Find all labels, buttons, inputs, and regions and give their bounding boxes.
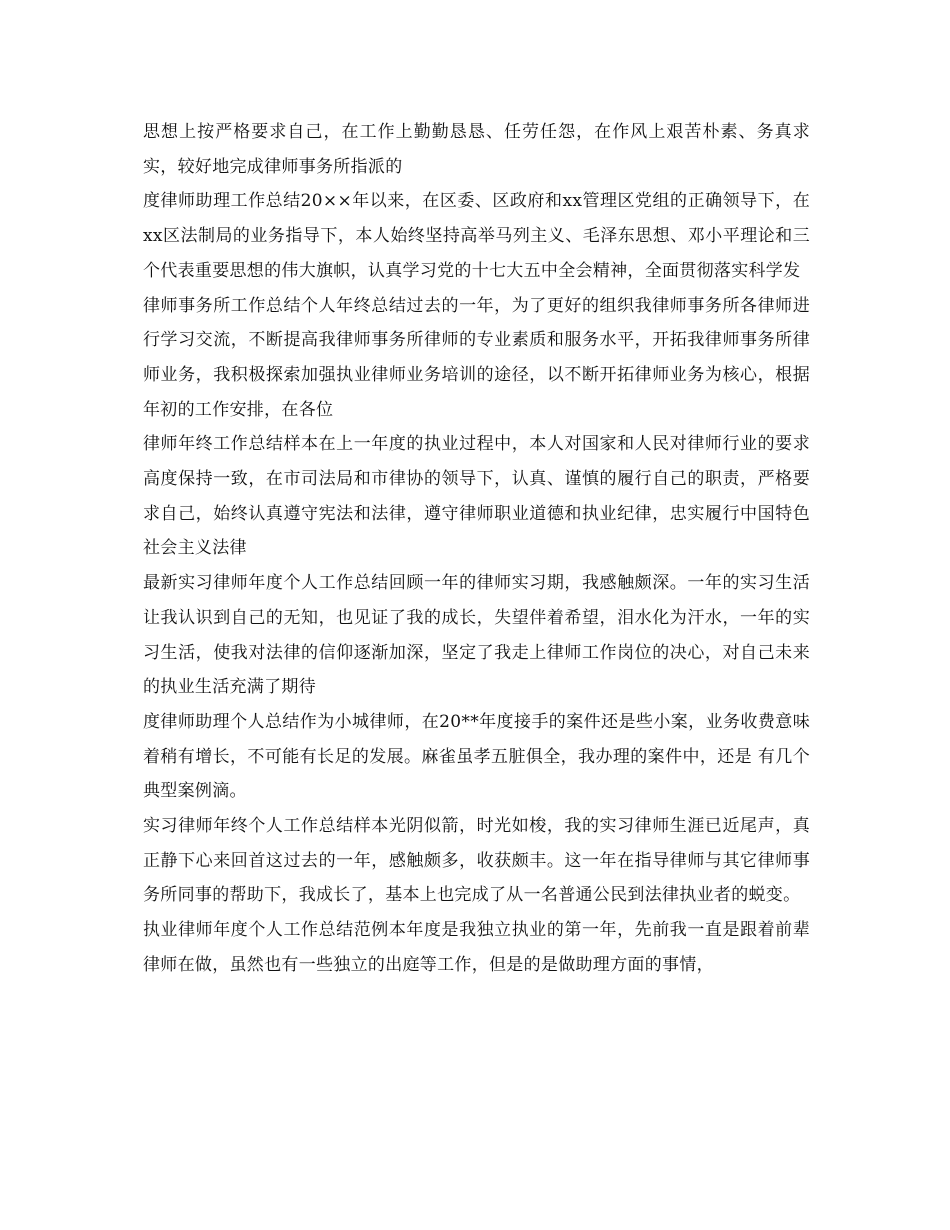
paragraph-1: 思想上按严格要求自己，在工作上勤勤恳恳、任劳任怨，在作风上艰苦朴素、务真求实，较好地完成律师事务所指派的	[143, 122, 810, 177]
paragraph-2: 度律师助理工作总结20××年以来，在区委、区政府和xx管理区党组的正确领导下，在xx区法制局的业务指导下，本人始终坚持高举马列主义、毛泽东思想、邓小平理论和三个代表重要思想的伟大旗帜，认真学习党的十七大五中全会精神，全面贯彻落实科学发	[143, 191, 810, 281]
paragraph-8: 执业律师年度个人工作总结范例本年度是我独立执业的第一年，先前我一直是跟着前辈律师在做，虽然也有一些独立的出庭等工作，但是的是做助理方面的事情，	[143, 920, 810, 975]
paragraph-4: 律师年终工作总结样本在上一年度的执业过程中，本人对国家和人民对律师行业的要求高度保持一致，在市司法局和市律协的领导下，认真、谨慎的履行自己的职责，严格要求自己，始终认真遵守宪法和法律，遵守律师职业道德和执业纪律，忠实履行中国特色社会主义法律	[143, 434, 810, 559]
paragraph-5: 最新实习律师年度个人工作总结回顾一年的律师实习期，我感触颇深。一年的实习生活让我认识到自己的无知，也见证了我的成长，失望伴着希望，泪水化为汗水，一年的实习生活，使我对法律的信仰逐渐加深，坚定了我走上律师工作岗位的决心，对自己未来的执业生活充满了期待	[143, 573, 810, 698]
paragraph-3: 律师事务所工作总结个人年终总结过去的一年，为了更好的组织我律师事务所各律师进行学习交流，不断提高我律师事务所律师的专业素质和服务水平，开拓我律师事务所律师业务，我积极探索加强执业律师业务培训的途径，以不断开拓律师业务为核心，根据年初的工作安排，在各位	[143, 295, 810, 420]
paragraph-7: 实习律师年终个人工作总结样本光阴似箭，时光如梭，我的实习律师生涯已近尾声，真正静下心来回首这过去的一年，感触颇多，收获颇丰。这一年在指导律师与其它律师事务所同事的帮助下，我成长了，基本上也完成了从一名普通公民到法律执业者的蜕变。	[143, 816, 810, 906]
document-body	[143, 115, 810, 983]
paragraph-6: 度律师助理个人总结作为小城律师，在20**年度接手的案件还是些小案，业务收费意味着稍有增长，不可能有长足的发展。麻雀虽孝五脏俱全，我办理的案件中，还是 有几个典型案例滴。	[143, 711, 810, 802]
